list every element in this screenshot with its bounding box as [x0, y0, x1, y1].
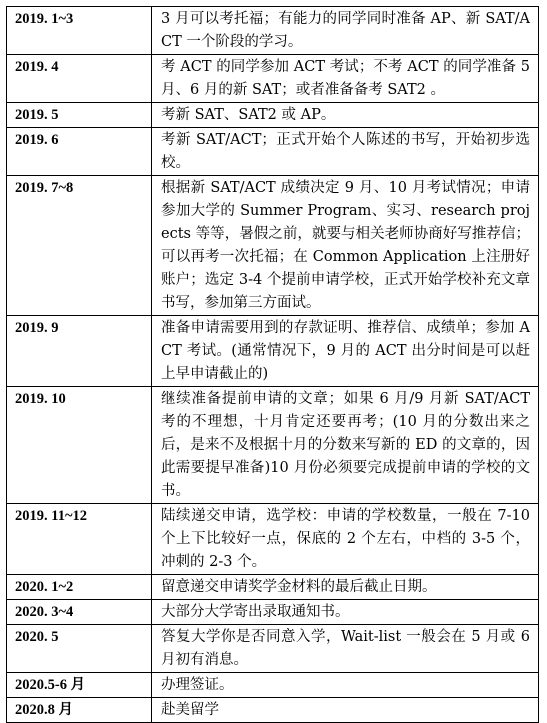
row-date: 2019. 6 [7, 128, 152, 176]
timeline-body [7, 7, 539, 723]
table-row [7, 575, 539, 600]
row-description: 考 ACT 的同学参加 ACT 考试；不考 ACT 的同学准备 5 月、6 月的新 SAT；或者准备备考 SAT2 。 [152, 55, 539, 103]
row-description: 准备申请需要用到的存款证明、推荐信、成绩单；参加 ACT 考试。(通常情况下，9 月的 ACT 出分时间是可以赶上早申请截止的) [152, 316, 539, 387]
table-row [7, 316, 539, 387]
row-description: 办理签证。 [152, 673, 539, 698]
row-description: 3 月可以考托福；有能力的同学同时准备 AP、新 SAT/ACT 一个阶段的学习。 [152, 7, 539, 55]
application-timeline-table [6, 6, 539, 723]
row-description: 留意递交申请奖学金材料的最后截止日期。 [152, 575, 539, 600]
table-row [7, 387, 539, 504]
table-row [7, 7, 539, 55]
row-description: 考新 SAT/ACT；正式开始个人陈述的书写，开始初步选校。 [152, 128, 539, 176]
row-date: 2020. 3~4 [7, 600, 152, 625]
table-row [7, 176, 539, 316]
row-date: 2020. 1~2 [7, 575, 152, 600]
table-row [7, 698, 539, 723]
row-date: 2019. 11~12 [7, 504, 152, 575]
row-description: 答复大学你是否同意入学，Wait-list 一般会在 5 月或 6 月初有消息。 [152, 625, 539, 673]
row-date: 2020. 5 [7, 625, 152, 673]
row-date: 2019. 10 [7, 387, 152, 504]
row-description: 继续准备提前申请的文章；如果 6 月/9 月新 SAT/ACT 考的不理想，十月肯定还要再考；(10 月的分数出来之后，是来不及根据十月的分数来写新的 ED 的文章的，因此需要提早准备)10 月份必须要完成提前申请的学校的文书。 [152, 387, 539, 504]
table-row [7, 600, 539, 625]
row-date: 2020.8 月 [7, 698, 152, 723]
row-date: 2019. 9 [7, 316, 152, 387]
row-description: 根据新 SAT/ACT 成绩决定 9 月、10 月考试情况；申请参加大学的 Summer Program、实习、research projects 等等，暑假之前，就要与相关老师协商好写推荐信；可以再考一次托福；在 Common Application 上注册好账户；选定 3-4 个提前申请学校，正式开始学校补充文章书写，参加第三方面试。 [152, 176, 539, 316]
table-row [7, 673, 539, 698]
table-row [7, 103, 539, 128]
row-description: 陆续递交申请，选学校：申请的学校数量，一般在 7-10 个上下比较好一点，保底的 2 个左右，中档的 3-5 个，冲刺的 2-3 个。 [152, 504, 539, 575]
row-description: 大部分大学寄出录取通知书。 [152, 600, 539, 625]
row-date: 2019. 1~3 [7, 7, 152, 55]
table-row [7, 55, 539, 103]
table-row [7, 625, 539, 673]
table-row [7, 504, 539, 575]
row-date: 2019. 5 [7, 103, 152, 128]
row-date: 2019. 7~8 [7, 176, 152, 316]
row-description: 考新 SAT、SAT2 或 AP。 [152, 103, 539, 128]
row-date: 2020.5-6 月 [7, 673, 152, 698]
row-date: 2019. 4 [7, 55, 152, 103]
row-description: 赴美留学 [152, 698, 539, 723]
table-row [7, 128, 539, 176]
